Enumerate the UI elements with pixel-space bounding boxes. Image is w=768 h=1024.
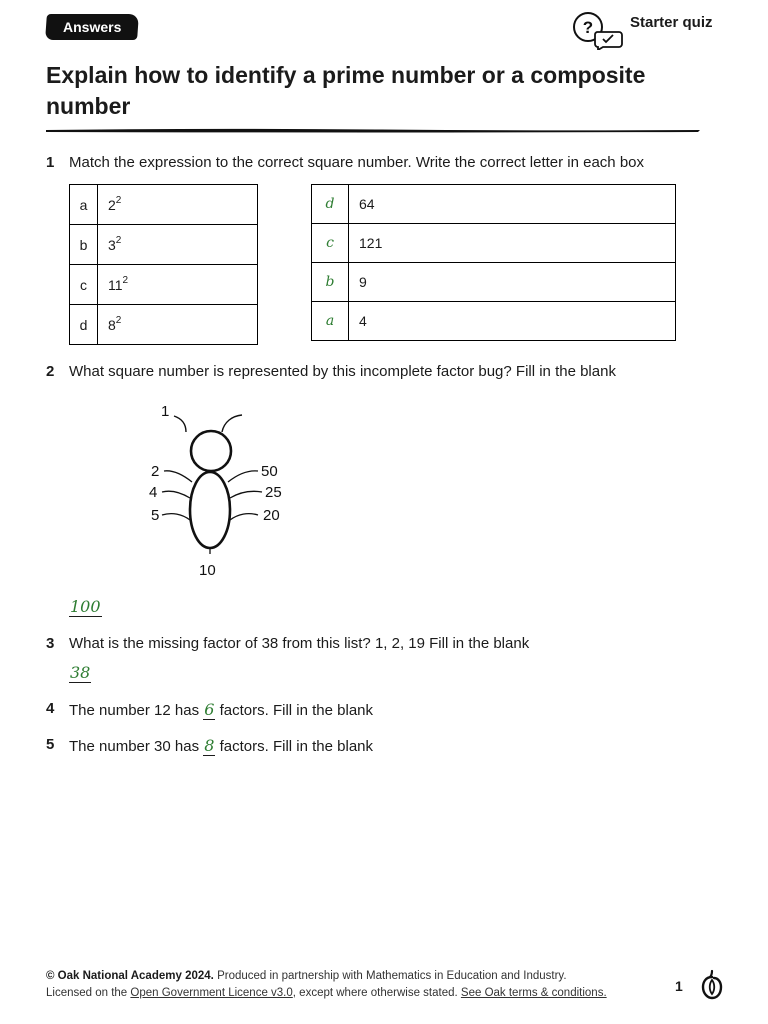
expression-exponent: 2 bbox=[115, 234, 122, 246]
expression-key: c bbox=[70, 265, 98, 305]
expression-exponent: 2 bbox=[122, 274, 129, 286]
table-row bbox=[312, 302, 676, 341]
expression-key: a bbox=[70, 185, 98, 225]
expression-table bbox=[69, 184, 258, 345]
question-3-text: What is the missing factor of 38 from this list? 1, 2, 19 Fill in the blank bbox=[69, 635, 530, 652]
question-4-text bbox=[69, 700, 373, 719]
square-number-value: 9 bbox=[349, 263, 676, 302]
bug-leg bbox=[164, 471, 192, 482]
bug-body bbox=[190, 472, 230, 548]
question-3-number: 3 bbox=[46, 635, 55, 652]
licence-link[interactable]: Open Government Licence v3.0 bbox=[130, 986, 293, 999]
bug-label-right: 25 bbox=[265, 484, 282, 501]
bug-leg bbox=[228, 471, 258, 482]
answer-letter-box[interactable]: b bbox=[312, 263, 349, 302]
expression-cell bbox=[98, 225, 258, 265]
expression-exponent: 2 bbox=[115, 314, 122, 326]
table-row bbox=[70, 225, 258, 265]
bug-label-right: 50 bbox=[261, 463, 278, 480]
question-4-text-before: The number 12 has bbox=[69, 702, 200, 719]
footer-line-2 bbox=[46, 985, 646, 1002]
square-number-value: 64 bbox=[349, 185, 676, 224]
footer-line-1 bbox=[46, 968, 646, 985]
square-number-value: 121 bbox=[349, 224, 676, 263]
expression-cell bbox=[98, 305, 258, 345]
question-4-answer[interactable]: 6 bbox=[204, 700, 215, 719]
question-2-number: 2 bbox=[46, 363, 55, 380]
expression-cell bbox=[98, 185, 258, 225]
expression-cell bbox=[98, 265, 258, 305]
table-row bbox=[70, 265, 258, 305]
terms-link[interactable]: See Oak terms & conditions. bbox=[460, 986, 607, 999]
question-2-answer[interactable]: 100 bbox=[70, 597, 101, 616]
bug-antenna-left bbox=[174, 416, 186, 432]
question-1-number: 1 bbox=[46, 154, 55, 171]
bug-label-left: 5 bbox=[151, 507, 160, 524]
answer-letter-box[interactable]: d bbox=[312, 185, 349, 224]
footer-licence-mid: , except where otherwise stated. bbox=[292, 986, 458, 999]
table-row bbox=[70, 185, 258, 225]
question-5-text-after: factors. Fill in the blank bbox=[219, 738, 374, 755]
title-underline bbox=[46, 126, 700, 134]
footer-licence-prefix: Licensed on the bbox=[46, 986, 128, 999]
bug-leg bbox=[230, 491, 262, 498]
bug-label-left: 2 bbox=[151, 463, 160, 480]
table-row bbox=[70, 305, 258, 345]
answers-badge-label: Answers bbox=[62, 19, 122, 35]
answer-letter-box[interactable]: c bbox=[312, 224, 349, 263]
question-5-text bbox=[69, 736, 373, 755]
table-row bbox=[312, 263, 676, 302]
question-3-answer[interactable]: 38 bbox=[70, 663, 91, 682]
square-number-table bbox=[311, 184, 676, 341]
bug-head bbox=[191, 431, 231, 471]
expression-base: 8 bbox=[108, 316, 116, 333]
expression-exponent: 2 bbox=[115, 194, 122, 206]
expression-base: 11 bbox=[108, 276, 123, 293]
expression-base: 2 bbox=[108, 196, 116, 213]
bug-antenna-right bbox=[222, 415, 242, 432]
answers-badge bbox=[45, 14, 139, 40]
question-4-number: 4 bbox=[46, 700, 55, 717]
bug-leg bbox=[162, 514, 190, 520]
footer bbox=[46, 968, 646, 1001]
table-row bbox=[312, 185, 676, 224]
footer-copyright: © Oak National Academy 2024. bbox=[46, 970, 214, 982]
question-chat-icon bbox=[572, 10, 624, 50]
question-5-number: 5 bbox=[46, 736, 55, 753]
expression-key: b bbox=[70, 225, 98, 265]
table-row bbox=[312, 224, 676, 263]
page-number: 1 bbox=[675, 978, 683, 994]
question-5-answer[interactable]: 8 bbox=[204, 736, 215, 755]
bug-label-bottom: 10 bbox=[199, 562, 216, 579]
expression-base: 3 bbox=[108, 236, 116, 253]
footer-partnership: Produced in partnership with Mathematics in Education and Industry. bbox=[217, 970, 567, 982]
question-1-text: Match the expression to the correct square number. Write the correct letter in each box bbox=[69, 154, 645, 171]
svg-text:?: ? bbox=[582, 18, 594, 37]
oak-acorn-logo bbox=[700, 968, 724, 1000]
factor-bug-diagram bbox=[140, 398, 310, 582]
bug-leg bbox=[162, 491, 190, 498]
square-number-value: 4 bbox=[349, 302, 676, 341]
question-5-text-before: The number 30 has bbox=[69, 738, 200, 755]
starter-quiz-label: Starter quiz bbox=[630, 14, 713, 31]
bug-leg bbox=[230, 514, 258, 520]
page-title: Explain how to identify a prime number or a composite number bbox=[46, 62, 646, 119]
question-2-text: What square number is represented by this incomplete factor bug? Fill in the blank bbox=[69, 363, 616, 380]
answer-letter-box[interactable]: a bbox=[312, 302, 349, 341]
expression-key: d bbox=[70, 305, 98, 345]
bug-label-top: 1 bbox=[161, 403, 170, 420]
bug-label-right: 20 bbox=[263, 507, 280, 524]
bug-label-left: 4 bbox=[149, 484, 158, 501]
question-4-text-after: factors. Fill in the blank bbox=[219, 702, 374, 719]
